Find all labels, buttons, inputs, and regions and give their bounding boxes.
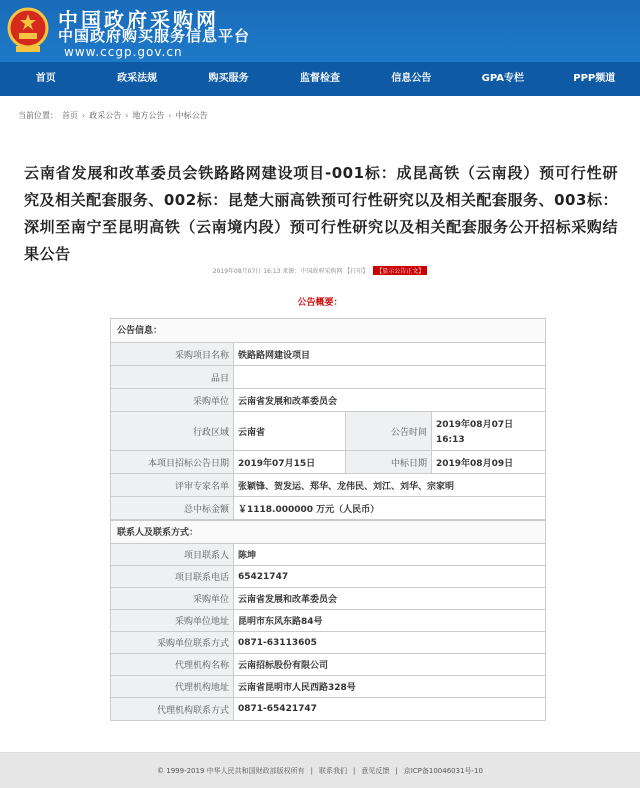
table-row [111, 676, 545, 698]
field-label: 总中标金额 [111, 497, 234, 519]
meta-text: 2019年08月07日 16:13 来源：中国政府采购网 【打印】 [212, 268, 369, 275]
table-row [111, 610, 545, 632]
field-label: 评审专家名单 [111, 474, 234, 496]
summary-label: 公告概要： [297, 298, 343, 308]
site-header [0, 0, 640, 62]
table-row [111, 497, 545, 520]
field-label: 本项目招标公告日期 [111, 451, 234, 473]
nav-gpa[interactable]: GPA专栏 [481, 73, 524, 84]
chevron-right-icon: › [82, 111, 86, 120]
table-row [111, 544, 545, 566]
field-label: 公告时间 [346, 412, 432, 450]
field-label: 品目 [111, 366, 234, 388]
field-label: 采购单位 [111, 389, 234, 411]
contact-value: 云南省昆明市人民西路328号 [238, 683, 356, 693]
table-row [111, 588, 545, 610]
page-title: 云南省发展和改革委员会铁路路网建设项目-001标：成昆高铁（云南段）预可行性研究及相关配套服务、002标：昆楚大丽高铁预可行性研究以及相关配套服务、003标：深圳至南宁至昆明高铁（云南境内段）预可行性研究以及相关配套服务公开招标采购结果公告 [24, 164, 618, 263]
contact-value: 陈坤 [238, 551, 257, 561]
table-row [111, 566, 545, 588]
footer-divider: | [310, 766, 313, 775]
contact-value: 昆明市东风东路84号 [238, 617, 323, 627]
field-label: 代理机构地址 [111, 676, 234, 697]
field-label: 采购单位地址 [111, 610, 234, 631]
contact-value: 0871-65421747 [238, 704, 317, 714]
main-nav [0, 62, 640, 96]
national-emblem-icon [6, 6, 50, 54]
award-date-value: 2019年08月09日 [436, 458, 514, 469]
chevron-right-icon: › [125, 111, 129, 120]
table-row [111, 366, 545, 389]
table-row [111, 654, 545, 676]
nav-purchase-service[interactable]: 购买服务 [208, 73, 249, 84]
footer-divider: | [395, 766, 398, 775]
footer-icp-link[interactable]: 京ICP备10046031号-10 [403, 766, 483, 775]
nav-ppp[interactable]: PPP频道 [573, 73, 616, 84]
field-label: 代理机构联系方式 [111, 698, 234, 720]
nav-supervision[interactable]: 监督检查 [299, 73, 340, 84]
table-row [111, 389, 545, 412]
contact-section-title: 联系人及联系方式： [111, 520, 545, 544]
contact-value: 云南省发展和改革委员会 [238, 595, 338, 605]
project-name-value: 铁路路网建设项目 [238, 350, 311, 361]
footer-feedback-link[interactable]: 意见反馈 [361, 766, 390, 775]
site-url[interactable]: www.ccgp.gov.cn [64, 45, 183, 59]
table-row [111, 698, 545, 720]
table-row [111, 343, 545, 366]
field-label: 采购单位联系方式 [111, 632, 234, 653]
field-label: 代理机构名称 [111, 654, 234, 675]
chevron-right-icon: › [168, 111, 172, 120]
field-label: 项目联系电话 [111, 566, 234, 587]
breadcrumb-home[interactable]: 首页 [62, 111, 78, 120]
article-meta [0, 266, 640, 275]
region-value: 云南省 [234, 412, 346, 450]
table-row [111, 632, 545, 654]
footer-contact-link[interactable]: 联系我们 [319, 766, 347, 775]
table-row [111, 412, 545, 451]
site-footer [0, 752, 640, 788]
field-label: 项目联系人 [111, 544, 234, 565]
nav-regulations[interactable]: 政采法规 [117, 73, 158, 84]
total-amount-value: ￥1118.000000 万元（人民币） [238, 504, 380, 515]
breadcrumb [18, 110, 208, 121]
field-label: 中标日期 [346, 451, 432, 473]
breadcrumb-gov-notices[interactable]: 政采公告 [89, 111, 122, 120]
footer-copyright: © 1999-2019 中华人民共和国财政部版权所有 [157, 766, 305, 775]
nav-home[interactable]: 首页 [35, 73, 56, 84]
buyer-value: 云南省发展和改革委员会 [238, 396, 338, 407]
contact-value: 云南招标股份有限公司 [238, 661, 329, 671]
items-value [234, 366, 545, 388]
experts-value: 张颖锋、贺发运、郑华、龙伟民、刘江、刘华、宗家明 [238, 481, 455, 492]
breadcrumb-local-notices[interactable]: 地方公告 [132, 111, 165, 120]
breadcrumb-award-notices[interactable]: 中标公告 [175, 111, 208, 120]
field-label: 采购单位 [111, 588, 234, 609]
breadcrumb-prefix: 当前位置： [18, 111, 58, 120]
table-row [111, 474, 545, 497]
table-row [111, 451, 545, 474]
contact-value: 0871-63113605 [238, 637, 317, 648]
publish-time-value: 2019年08月07日 16:13 [436, 420, 514, 445]
site-name[interactable]: 中国政府采购网 [58, 8, 219, 32]
field-label: 采购项目名称 [111, 343, 234, 365]
contact-value: 65421747 [238, 571, 289, 582]
site-subtitle: 中国政府购买服务信息平台 [58, 27, 251, 45]
footer-divider: | [353, 766, 356, 775]
field-label: 行政区域 [111, 412, 234, 450]
show-full-text-button[interactable]: 【显示公告正文】 [373, 266, 427, 275]
nav-announcements[interactable]: 信息公告 [391, 73, 432, 84]
tender-date-value: 2019年07月15日 [234, 451, 346, 473]
notice-table [110, 318, 546, 721]
notice-section-title: 公告信息： [111, 319, 545, 343]
